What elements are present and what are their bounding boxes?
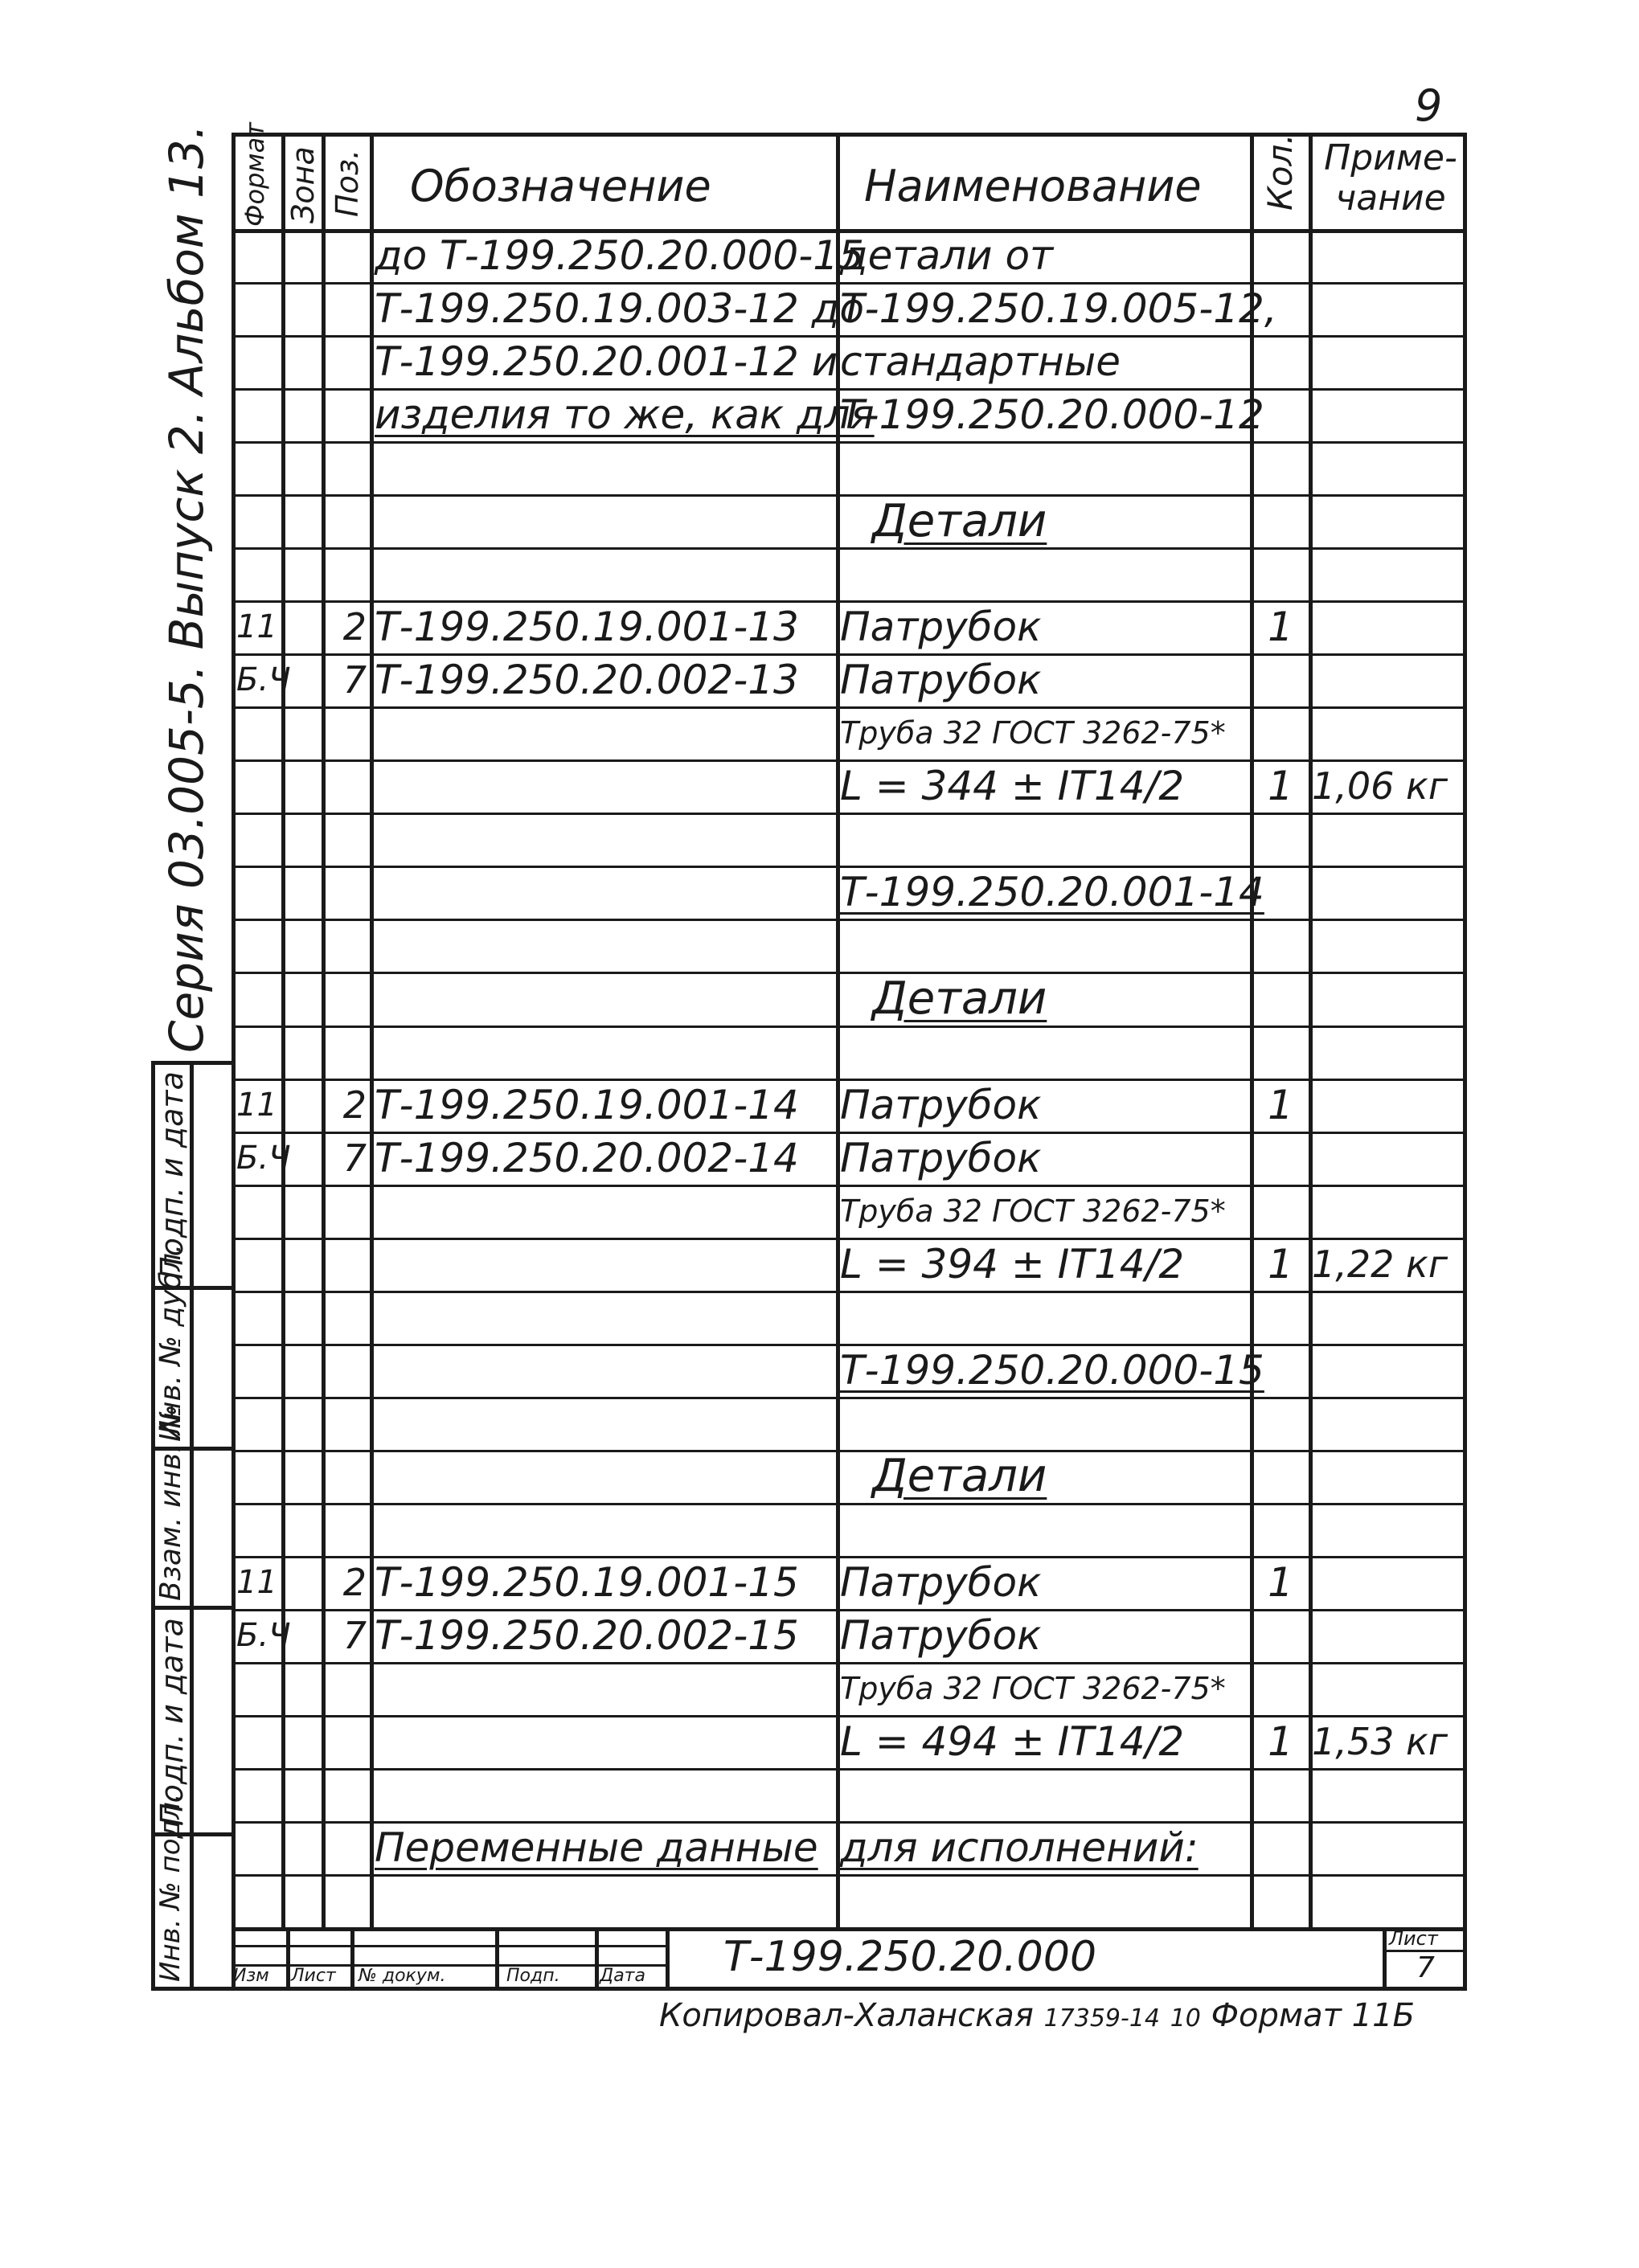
designation-cell [375, 1503, 837, 1556]
designation-cell [375, 1715, 837, 1768]
position-cell: 7 [342, 1613, 367, 1657]
name-cell: Патрубок [840, 604, 1042, 651]
name-cell [840, 1026, 1250, 1079]
designation-cell: Т-199.250.20.002-15 [375, 1611, 799, 1659]
quantity-cell [1256, 547, 1305, 600]
designation-cell [375, 1238, 837, 1291]
designation-cell [375, 1768, 837, 1821]
col-sign: Подп. [506, 1966, 560, 1986]
designation-cell: Переменные данные [375, 1824, 818, 1871]
name-cell: Труба 32 ГОСТ 3262-75* [840, 1193, 1226, 1229]
quantity-cell [1256, 441, 1305, 494]
position-cell: 2 [342, 1083, 367, 1127]
position-cell [328, 1397, 367, 1450]
designation-cell: Т-199.250.20.001-12 и [375, 338, 838, 386]
position-cell [328, 706, 367, 759]
format-cell [233, 1185, 285, 1238]
note-cell [1312, 1291, 1465, 1344]
position-cell [328, 1768, 367, 1821]
position-cell [328, 1185, 367, 1238]
footer-line [659, 1997, 1415, 2034]
name-cell [840, 1503, 1250, 1556]
format-cell [233, 1821, 285, 1874]
quantity-cell [1256, 1344, 1305, 1397]
quantity-cell [1256, 1662, 1305, 1715]
name-cell: Детали [872, 494, 1047, 547]
designation-cell [375, 866, 837, 919]
format-cell [233, 1503, 285, 1556]
footer-sheet: 10 [1170, 2004, 1201, 2033]
note-cell [1312, 1026, 1465, 1079]
position-cell [328, 1874, 367, 1927]
position-cell [328, 388, 367, 441]
note-cell [1312, 1662, 1465, 1715]
quantity-cell: 1 [1268, 1081, 1293, 1128]
format-cell [233, 1344, 285, 1397]
note-cell [1312, 388, 1465, 441]
name-cell: Труба 32 ГОСТ 3262-75* [840, 1670, 1226, 1706]
note-cell [1312, 1450, 1465, 1503]
format-cell: Б.Ч [236, 1139, 291, 1177]
footer-copied: Копировал-Халанская [659, 1997, 1034, 2034]
col-izm: Изм [233, 1966, 269, 1986]
quantity-cell: 1 [1268, 763, 1293, 810]
stamp-inv-dubl: Инв. № дубл. [154, 1243, 187, 1442]
name-cell [840, 1874, 1250, 1927]
designation-cell [375, 1450, 837, 1503]
note-cell [1312, 972, 1465, 1025]
quantity-cell [1256, 1185, 1305, 1238]
designation-cell [375, 1291, 837, 1344]
note-cell [1312, 1185, 1465, 1238]
header-format: Формат [240, 122, 270, 227]
name-cell [840, 813, 1250, 866]
position-cell [328, 441, 367, 494]
note-cell [1312, 1079, 1465, 1132]
position-cell [328, 282, 367, 335]
format-cell [233, 866, 285, 919]
quantity-cell [1256, 335, 1305, 388]
designation-cell [375, 706, 837, 759]
quantity-cell [1256, 1450, 1305, 1503]
name-cell [840, 441, 1250, 494]
format-cell [233, 706, 285, 759]
quantity-cell [1256, 1397, 1305, 1450]
designation-cell [375, 759, 837, 813]
designation-cell: изделия то же, как для [375, 391, 875, 439]
format-cell [233, 1026, 285, 1079]
note-cell [1312, 706, 1465, 759]
note-cell [1312, 335, 1465, 388]
note-cell [1312, 919, 1465, 972]
name-cell: для исполнений: [840, 1824, 1199, 1871]
format-cell [233, 282, 285, 335]
name-cell: Т-199.250.20.000-12 [840, 391, 1264, 439]
position-cell [328, 547, 367, 600]
designation-cell [375, 919, 837, 972]
format-cell [233, 1291, 285, 1344]
note-cell [1312, 1503, 1465, 1556]
header-name: Наименование [864, 161, 1202, 211]
note-cell [1312, 229, 1465, 282]
name-cell: L = 344 ± IT14/2 [840, 763, 1185, 810]
name-cell [840, 547, 1250, 600]
position-cell [328, 866, 367, 919]
note-cell [1312, 600, 1465, 653]
position-cell [328, 1238, 367, 1291]
note-cell [1312, 282, 1465, 335]
note-cell [1312, 866, 1465, 919]
quantity-cell [1256, 1132, 1305, 1185]
name-cell: Патрубок [840, 657, 1042, 704]
doc-number: Т-199.250.20.000 [723, 1933, 1097, 1981]
quantity-cell [1256, 1768, 1305, 1821]
sheet-number: 7 [1416, 1951, 1435, 1984]
quantity-cell [1256, 1026, 1305, 1079]
stamp-inv-podl: Инв. № подл. [154, 1793, 186, 1982]
position-cell [328, 1450, 367, 1503]
name-cell: Патрубок [840, 1558, 1042, 1606]
designation-cell [375, 1662, 837, 1715]
position-cell: 7 [342, 658, 367, 702]
designation-cell [375, 1026, 837, 1079]
position-cell [328, 1503, 367, 1556]
quantity-cell [1256, 866, 1305, 919]
designation-cell [375, 1397, 837, 1450]
name-cell [840, 1397, 1250, 1450]
format-cell [233, 1874, 285, 1927]
note-cell [1312, 1874, 1465, 1927]
designation-cell [375, 972, 837, 1025]
format-cell [233, 1662, 285, 1715]
designation-cell [375, 547, 837, 600]
quantity-cell [1256, 1821, 1305, 1874]
note-cell: 1,22 кг [1312, 1242, 1448, 1286]
note-cell [1312, 1344, 1465, 1397]
name-cell: L = 494 ± IT14/2 [840, 1717, 1185, 1765]
designation-cell [375, 1874, 837, 1927]
format-cell [233, 1715, 285, 1768]
name-cell: Труба 32 ГОСТ 3262-75* [840, 715, 1226, 751]
format-cell [233, 1397, 285, 1450]
position-cell [328, 1715, 367, 1768]
col-doc: № докум. [359, 1966, 446, 1986]
designation-cell: Т-199.250.19.003-12 до [375, 285, 864, 332]
note-cell [1312, 653, 1465, 706]
position-cell: 2 [342, 605, 367, 649]
position-cell [328, 1026, 367, 1079]
position-cell [328, 919, 367, 972]
format-cell: 11 [236, 608, 277, 646]
note-cell: 1,53 кг [1312, 1719, 1448, 1763]
position-cell [328, 335, 367, 388]
format-cell: Б.Ч [236, 1616, 291, 1654]
position-cell [328, 1821, 367, 1874]
format-cell: Б.Ч [236, 661, 291, 699]
name-cell [840, 1291, 1250, 1344]
format-cell [233, 813, 285, 866]
footer-format: Формат 11Б [1211, 1997, 1415, 2034]
position-cell [328, 229, 367, 282]
series-label: Серия 03.005-5. Выпуск 2. Альбом 13. [159, 124, 214, 1053]
position-cell [328, 972, 367, 1025]
note-cell [1312, 813, 1465, 866]
name-cell: Патрубок [840, 1611, 1042, 1659]
format-cell [233, 972, 285, 1025]
quantity-cell [1256, 388, 1305, 441]
header-position: Поз. [330, 149, 365, 217]
quantity-cell [1256, 1609, 1305, 1662]
stamp-vzam-inv: Взам. инв. № [154, 1404, 187, 1601]
header-note: Приме- чание [1324, 137, 1457, 219]
position-cell [328, 1344, 367, 1397]
format-cell [233, 229, 285, 282]
name-cell [840, 1768, 1250, 1821]
designation-cell: до Т-199.250.20.000-15 [375, 232, 864, 279]
quantity-cell [1256, 494, 1305, 547]
name-cell: Патрубок [840, 1134, 1042, 1181]
note-cell [1312, 441, 1465, 494]
quantity-cell: 1 [1268, 1717, 1293, 1765]
note-cell [1312, 1821, 1465, 1874]
page-number: 9 [1415, 80, 1443, 131]
designation-cell: Т-199.250.20.002-14 [375, 1134, 799, 1181]
quantity-cell: 1 [1268, 604, 1293, 651]
name-cell: Патрубок [840, 1081, 1042, 1128]
format-cell: 11 [236, 1563, 277, 1601]
designation-cell: Т-199.250.19.001-13 [375, 604, 799, 651]
designation-cell [375, 1185, 837, 1238]
quantity-cell [1256, 1874, 1305, 1927]
designation-cell [375, 813, 837, 866]
designation-cell [375, 494, 837, 547]
stamp-sign-date-1: Подп. и дата [154, 1071, 190, 1279]
note-cell [1312, 1609, 1465, 1662]
position-cell [328, 1662, 367, 1715]
quantity-cell [1256, 653, 1305, 706]
stamp-sign-date-2: Подп. и дата [154, 1618, 190, 1826]
quantity-cell [1256, 919, 1305, 972]
col-date: Дата [600, 1966, 645, 1986]
quantity-cell [1256, 282, 1305, 335]
note-cell [1312, 547, 1465, 600]
col-list: Лист [291, 1966, 336, 1986]
quantity-cell: 1 [1268, 1240, 1293, 1288]
designation-cell [375, 441, 837, 494]
format-cell [233, 388, 285, 441]
format-cell [233, 1768, 285, 1821]
name-cell [840, 919, 1250, 972]
quantity-cell [1256, 1291, 1305, 1344]
name-cell: Т-199.250.20.000-15 [840, 1346, 1264, 1394]
name-cell: Детали [872, 972, 1047, 1025]
quantity-cell: 1 [1268, 1558, 1293, 1606]
sheet-label: Лист [1389, 1927, 1438, 1950]
name-cell: Т-199.250.19.005-12, [840, 285, 1277, 332]
format-cell [233, 919, 285, 972]
note-cell: 1,06 кг [1312, 764, 1448, 809]
position-cell: 7 [342, 1136, 367, 1180]
format-cell [233, 759, 285, 813]
position-cell [328, 494, 367, 547]
footer-order: 17359-14 [1043, 2004, 1160, 2033]
designation-cell: Т-199.250.19.001-15 [375, 1558, 799, 1606]
format-cell: 11 [236, 1086, 277, 1124]
note-cell [1312, 1556, 1465, 1609]
name-cell: стандартные [840, 338, 1121, 386]
position-cell: 2 [342, 1560, 367, 1604]
note-cell [1312, 1768, 1465, 1821]
quantity-cell [1256, 1503, 1305, 1556]
name-cell: Детали [872, 1450, 1047, 1503]
format-cell [233, 1238, 285, 1291]
name-cell: детали от [840, 232, 1054, 279]
note-cell [1312, 1397, 1465, 1450]
format-cell [233, 1450, 285, 1503]
header-zone: Зона [285, 146, 321, 223]
quantity-cell [1256, 229, 1305, 282]
designation-cell: Т-199.250.20.002-13 [375, 657, 799, 704]
note-cell [1312, 494, 1465, 547]
name-cell: L = 394 ± IT14/2 [840, 1240, 1185, 1288]
format-cell [233, 335, 285, 388]
quantity-cell [1256, 813, 1305, 866]
format-cell [233, 494, 285, 547]
note-cell [1312, 1132, 1465, 1185]
format-cell [233, 547, 285, 600]
quantity-cell [1256, 972, 1305, 1025]
designation-cell [375, 1344, 837, 1397]
position-cell [328, 1291, 367, 1344]
header-designation: Обозначение [410, 161, 711, 211]
position-cell [328, 759, 367, 813]
quantity-cell [1256, 706, 1305, 759]
header-quantity: Кол. [1260, 133, 1300, 211]
name-cell: Т-199.250.20.001-14 [840, 869, 1264, 916]
designation-cell: Т-199.250.19.001-14 [375, 1081, 799, 1128]
position-cell [328, 813, 367, 866]
format-cell [233, 441, 285, 494]
